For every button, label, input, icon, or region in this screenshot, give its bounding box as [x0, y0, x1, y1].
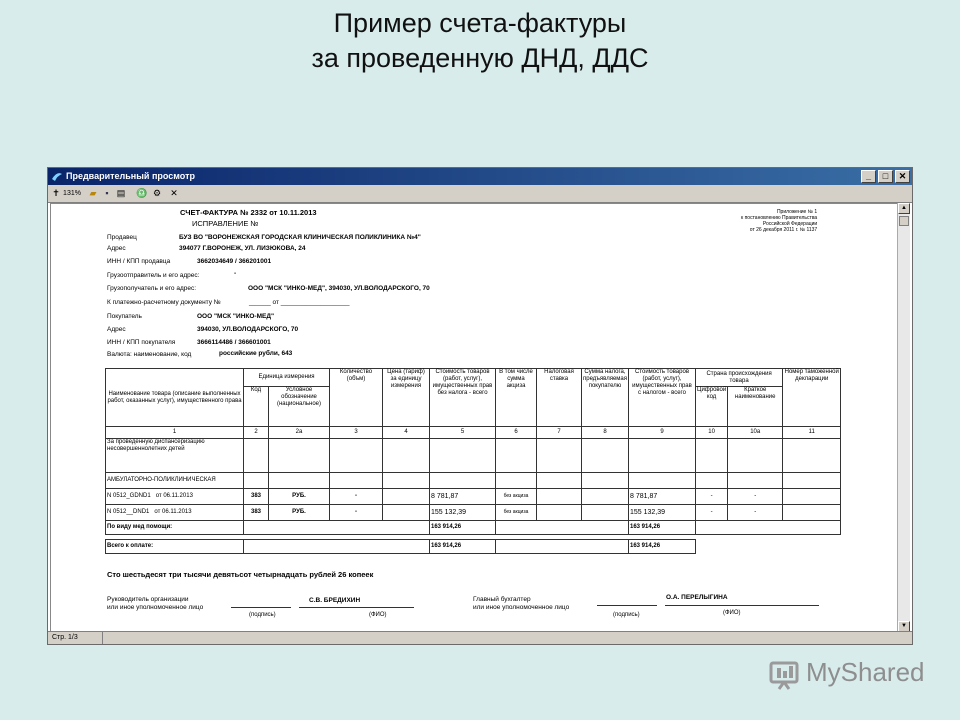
field-value: 394077 Г.ВОРОНЕЖ, УЛ. ЛИЗЮКОВА, 24: [179, 245, 306, 252]
appendix-line: Российской Федерации: [762, 221, 818, 227]
amount-in-words: Сто шестьдесят три тысячи девятьсот четырнадцать рублей 26 копеек: [107, 570, 374, 579]
field-label: Валюта: наименование, код: [107, 351, 192, 358]
row-cost: 8 781,87: [430, 489, 496, 505]
accountant-signature-label: [473, 596, 569, 612]
col-total-header: Стоимость товаров (работ, услуг), имущественных прав с налогом - всего: [629, 369, 696, 427]
toolbar: [48, 185, 912, 203]
field-label: Адрес: [107, 326, 126, 333]
close-icon[interactable]: ✕: [170, 188, 178, 198]
field-value: 3662034649 / 366201001: [197, 258, 272, 265]
row-name-text: N 0512_GDND1: [107, 493, 151, 499]
field-label: ИНН / КПП покупателя: [107, 339, 176, 346]
acc-sign-line: [597, 605, 657, 606]
save-icon[interactable]: ▪: [105, 188, 109, 198]
col-qty-header: Количество (объм): [330, 369, 383, 427]
field-label: Адрес: [107, 245, 126, 252]
app-icon: [51, 170, 63, 182]
acc-fio-line: [665, 605, 819, 606]
total-row: [106, 540, 841, 554]
row-name: [106, 505, 244, 521]
col-number: 10: [696, 427, 728, 439]
close-window-button[interactable]: ✕: [895, 170, 910, 183]
invoice-table: [105, 368, 841, 554]
presentation-icon: [768, 657, 802, 691]
row-country-name: -: [728, 505, 783, 521]
window-title: Предварительный просмотр: [66, 171, 195, 181]
row-name-text: N 0512__DND1: [107, 509, 150, 515]
row-country-code: -: [696, 505, 728, 521]
vertical-scrollbar[interactable]: [897, 203, 910, 632]
col-number: 1: [106, 427, 244, 439]
head-fio-line: [299, 607, 414, 608]
head-label-line2: или иное уполномоченное лицо: [107, 604, 204, 611]
document-page: [50, 203, 898, 633]
row-cost: 155 132,39: [430, 505, 496, 521]
col-cost-header: Стоимость товаров (работ, услуг), имущественных прав без налога - всего: [430, 369, 496, 427]
col-price-header: Цена (тариф) за единицу измерения: [383, 369, 430, 427]
field-label: Грузоотправитель и его адрес:: [107, 272, 200, 279]
field-value: российские рубли, 643: [219, 350, 293, 357]
field-value: ______ от ___________________: [249, 299, 350, 306]
field-label: К платежно-расчетному документу №: [107, 299, 221, 306]
head-signature-label: [107, 596, 203, 612]
field-label: Покупатель: [107, 313, 142, 320]
head-sign-caption: (подпись): [249, 612, 276, 618]
acc-fio-caption: (ФИО): [723, 610, 741, 616]
head-sign-line: [231, 607, 291, 608]
watermark-text: MyShared: [806, 657, 925, 687]
row-excise: без акциза: [496, 505, 537, 521]
acc-sign-caption: (подпись): [613, 612, 640, 618]
col-unit-header: Единица измерения: [244, 369, 330, 387]
scroll-up-arrow[interactable]: ▲: [898, 203, 910, 214]
invoice-correction: ИСПРАВЛЕНИЕ №: [192, 219, 259, 228]
total-cost: 163 914,26: [430, 540, 496, 554]
row-name: [106, 489, 244, 505]
col-excise-header: В том числе сумма акциза: [496, 369, 537, 427]
row-date: от 06.11.2013: [154, 509, 192, 515]
col-number: 4: [383, 427, 430, 439]
field-label: ИНН / КПП продавца: [107, 258, 171, 265]
acc-label-line2: или иное уполномоченное лицо: [473, 604, 570, 611]
head-label-line1: Руководитель организации: [107, 596, 189, 603]
col-country-header: Страна происхождения товара: [696, 369, 783, 387]
invoice-heading: СЧЕТ-ФАКТУРА № 2332 от 10.11.2013: [180, 208, 317, 217]
field-value: 394030, УЛ.ВОЛОДАРСКОГО, 70: [197, 326, 299, 333]
col-country-code-header: Цифровой код: [696, 387, 728, 427]
accountant-name: О.А. ПЕРЕЛЫГИНА: [666, 594, 728, 601]
field-value: ООО "МСК "ИНКО-МЕД": [197, 313, 275, 320]
col-number: 6: [496, 427, 537, 439]
col-customs-header: Номер таможенной декларации: [783, 369, 841, 427]
scroll-thumb[interactable]: [899, 216, 909, 226]
field-value: -: [234, 270, 237, 277]
row-unit: РУБ.: [269, 489, 330, 505]
field-label: Продавец: [107, 234, 137, 241]
col-number: 2: [244, 427, 269, 439]
col-number: 11: [783, 427, 841, 439]
invoice-appendix: [741, 209, 817, 233]
field-value: БУЗ ВО "ВОРОНЕЖСКАЯ ГОРОДСКАЯ КЛИНИЧЕСКАЯ ПОЛИКЛИНИКА №4": [179, 234, 421, 241]
col-country-name-header: Краткое наименование: [728, 387, 783, 427]
col-tax-header: Сумма налога, предъявляемая покупателю: [582, 369, 629, 427]
status-divider: [102, 632, 103, 644]
acc-label-line1: Главный бухгалтер: [473, 596, 531, 603]
subtotal-total: 163 914,26: [629, 521, 696, 535]
subtotal-label: По виду мед помощи:: [106, 521, 244, 535]
page-indicator: Стр. 1/3: [52, 634, 78, 641]
col-number: 9: [629, 427, 696, 439]
row-total: 155 132,39: [629, 505, 696, 521]
row-country-code: -: [696, 489, 728, 505]
appendix-line: от 26 декабря 2011 г. № 1137: [749, 227, 818, 233]
col-unit-symbol-header: Условное обозначение (национальное): [269, 387, 330, 427]
row-date: от 06.11.2013: [155, 493, 193, 499]
head-name: С.В. БРЕДИХИН: [309, 597, 361, 604]
slide-title-line1: Пример счета-фактуры: [333, 8, 627, 38]
col-name-header: Наименование товара (описание выполненных работ, оказанных услуг), имущественного права: [106, 369, 244, 427]
field-label: Грузополучатель и его адрес:: [107, 285, 197, 292]
scroll-down-arrow[interactable]: ▼: [898, 621, 910, 632]
appendix-line: Приложение № 1: [776, 209, 818, 215]
watermark-logo: [768, 655, 928, 695]
col-number: 5: [430, 427, 496, 439]
maximize-button[interactable]: □: [878, 170, 893, 183]
row-total: 8 781,87: [629, 489, 696, 505]
open-folder-icon[interactable]: ▰: [89, 188, 97, 198]
col-number: 7: [537, 427, 582, 439]
row-unit: РУБ.: [269, 505, 330, 521]
section-title: АМБУЛАТОРНО-ПОЛИКЛИНИЧЕСКАЯ: [106, 473, 244, 489]
field-value: ООО "МСК "ИНКО-МЕД", 394030, УЛ.ВОЛОДАРСКОГО, 70: [248, 285, 430, 292]
table-row: [106, 489, 841, 505]
col-number: 10а: [728, 427, 783, 439]
row-code: 383: [244, 505, 269, 521]
print-icon[interactable]: ▤: [116, 188, 126, 198]
status-bar: [48, 631, 912, 644]
row-qty: -: [330, 505, 383, 521]
slide-title-line2: за проведенную ДНД, ДДС: [311, 43, 649, 73]
row-excise: без акциза: [496, 489, 537, 505]
row-qty: -: [330, 489, 383, 505]
subtotal-row: [106, 521, 841, 535]
section-title: За проведенную диспансеризацию несовершеннолетних детей: [106, 439, 244, 473]
row-code: 383: [244, 489, 269, 505]
total-label: Всего к оплате:: [106, 540, 244, 554]
slide-title: [0, 6, 960, 76]
total-total: 163 914,26: [629, 540, 696, 554]
col-number: 8: [582, 427, 629, 439]
window-titlebar[interactable]: [48, 168, 912, 185]
find-icon[interactable]: ♎: [136, 188, 148, 198]
row-country-name: -: [728, 489, 783, 505]
col-number: 3: [330, 427, 383, 439]
head-fio-caption: (ФИО): [369, 612, 387, 618]
minimize-button[interactable]: _: [861, 170, 876, 183]
page-setup-icon[interactable]: ⚙: [152, 188, 162, 198]
zoom-level[interactable]: 131%: [63, 190, 81, 197]
col-rate-header: Налоговая ставка: [537, 369, 582, 427]
table-row: [106, 505, 841, 521]
appendix-line: к постановлению Правительства: [741, 215, 818, 221]
col-number: 2а: [269, 427, 330, 439]
col-unit-code-header: Код: [244, 387, 269, 427]
preview-window: [47, 167, 913, 645]
field-value: 3666114486 / 366601001: [197, 339, 271, 346]
subtotal-cost: 163 914,26: [430, 521, 496, 535]
pin-icon[interactable]: ✝: [52, 188, 60, 198]
